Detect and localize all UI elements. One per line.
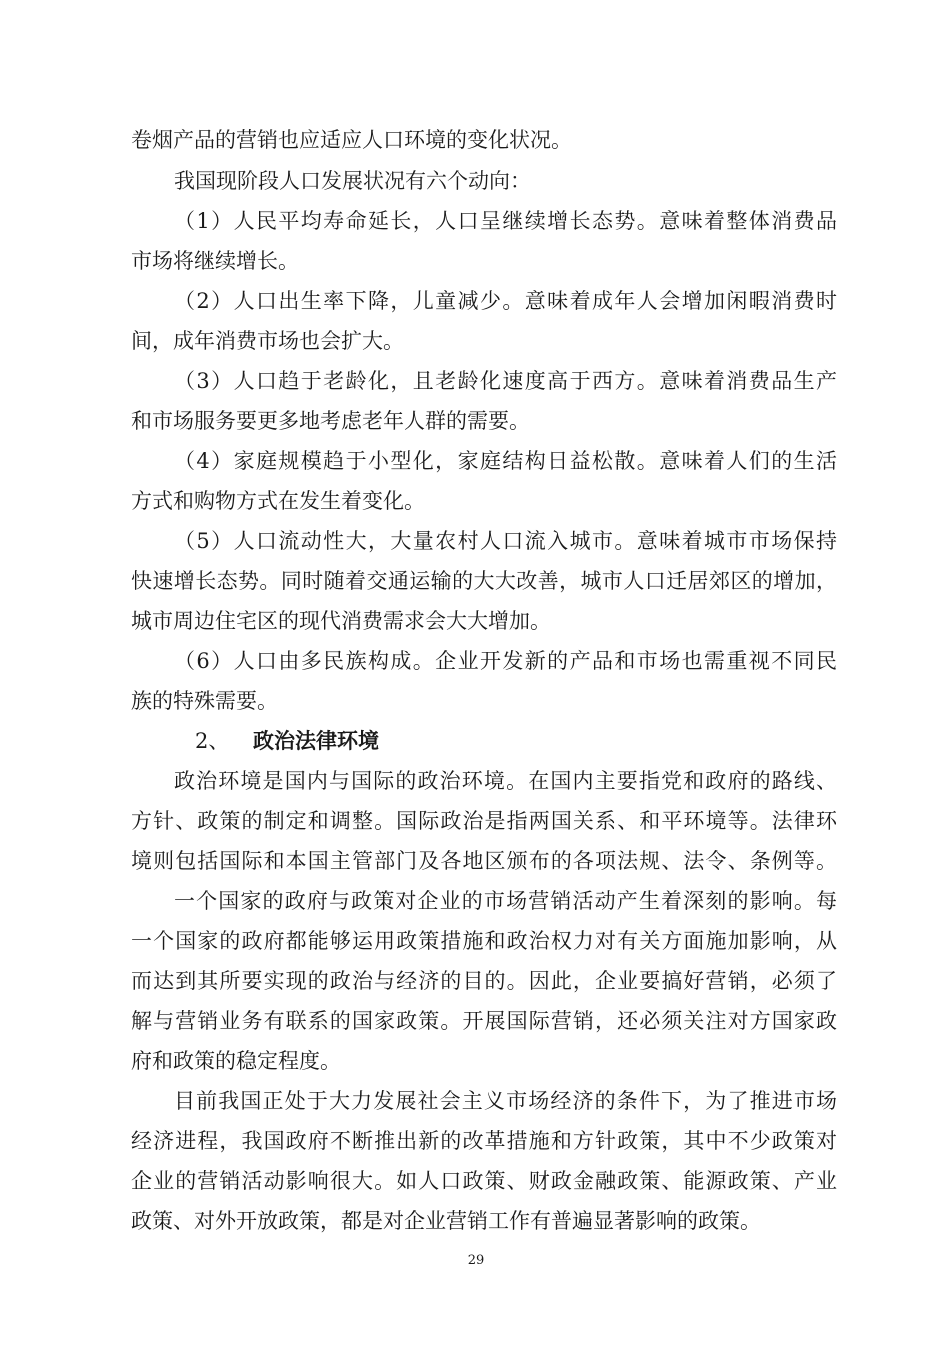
paragraph-line: 方针、政策的制定和调整。国际政治是指两国关系、和平环境等。法律环 xyxy=(131,809,837,833)
paragraph-line: 境则包括国际和本国主管部门及各地区颁布的各项法规、法令、条例等。 xyxy=(131,849,837,873)
list-item-line: 快速增长态势。同时随着交通运输的大大改善，城市人口迁居郊区的增加， xyxy=(131,569,837,593)
paragraph-line: 一个国家的政府都能够运用政策措施和政治权力对有关方面施加影响，从 xyxy=(131,929,837,953)
paragraph-line: 解与营销业务有联系的国家政策。开展国际营销，还必须关注对方国家政 xyxy=(131,1009,837,1033)
list-item-line: 和市场服务要更多地考虑老年人群的需要。 xyxy=(131,409,530,433)
list-item-line: 城市周边住宅区的现代消费需求会大大增加。 xyxy=(131,609,551,633)
list-item-line: （6）人口由多民族构成。企业开发新的产品和市场也需重视不同民 xyxy=(174,649,837,673)
section-heading xyxy=(195,728,379,754)
section-title: 政治法律环境 xyxy=(253,729,379,753)
list-item-line: 间，成年消费市场也会扩大。 xyxy=(131,329,404,353)
paragraph-line: 政策、对外开放政策，都是对企业营销工作有普遍显著影响的政策。 xyxy=(131,1209,761,1233)
list-item-line: 市场将继续增长。 xyxy=(131,249,299,273)
paragraph-line: 政治环境是国内与国际的政治环境。在国内主要指党和政府的路线、 xyxy=(174,769,837,793)
page-number: 29 xyxy=(467,1253,485,1268)
list-item-line: （1）人民平均寿命延长，人口呈继续增长态势。意味着整体消费品 xyxy=(174,209,837,233)
paragraph-line: 目前我国正处于大力发展社会主义市场经济的条件下，为了推进市场 xyxy=(174,1089,837,1113)
list-item-line: （5）人口流动性大，大量农村人口流入城市。意味着城市市场保持 xyxy=(174,529,837,553)
list-item-line: （3）人口趋于老龄化，且老龄化速度高于西方。意味着消费品生产 xyxy=(174,369,837,393)
paragraph-line: 府和政策的稳定程度。 xyxy=(131,1049,341,1073)
list-item-line: 族的特殊需要。 xyxy=(131,689,278,713)
list-item-line: （4）家庭规模趋于小型化，家庭结构日益松散。意味着人们的生活 xyxy=(174,449,837,473)
paragraph-line: 我国现阶段人口发展状况有六个动向： xyxy=(174,169,531,193)
paragraph-line: 一个国家的政府与政策对企业的市场营销活动产生着深刻的影响。每 xyxy=(174,889,837,913)
paragraph-line: 经济进程，我国政府不断推出新的改革措施和方针政策，其中不少政策对 xyxy=(131,1129,837,1153)
paragraph-line: 卷烟产品的营销也应适应人口环境的变化状况。 xyxy=(131,128,572,152)
list-item-line: （2）人口出生率下降，儿童减少。意味着成年人会增加闲暇消费时 xyxy=(174,289,837,313)
list-item-line: 方式和购物方式在发生着变化。 xyxy=(131,489,425,513)
paragraph-line: 而达到其所要实现的政治与经济的目的。因此，企业要搞好营销，必须了 xyxy=(131,969,837,993)
section-number: 2、 xyxy=(195,729,230,753)
paragraph-line: 企业的营销活动影响很大。如人口政策、财政金融政策、能源政策、产业 xyxy=(131,1169,837,1193)
